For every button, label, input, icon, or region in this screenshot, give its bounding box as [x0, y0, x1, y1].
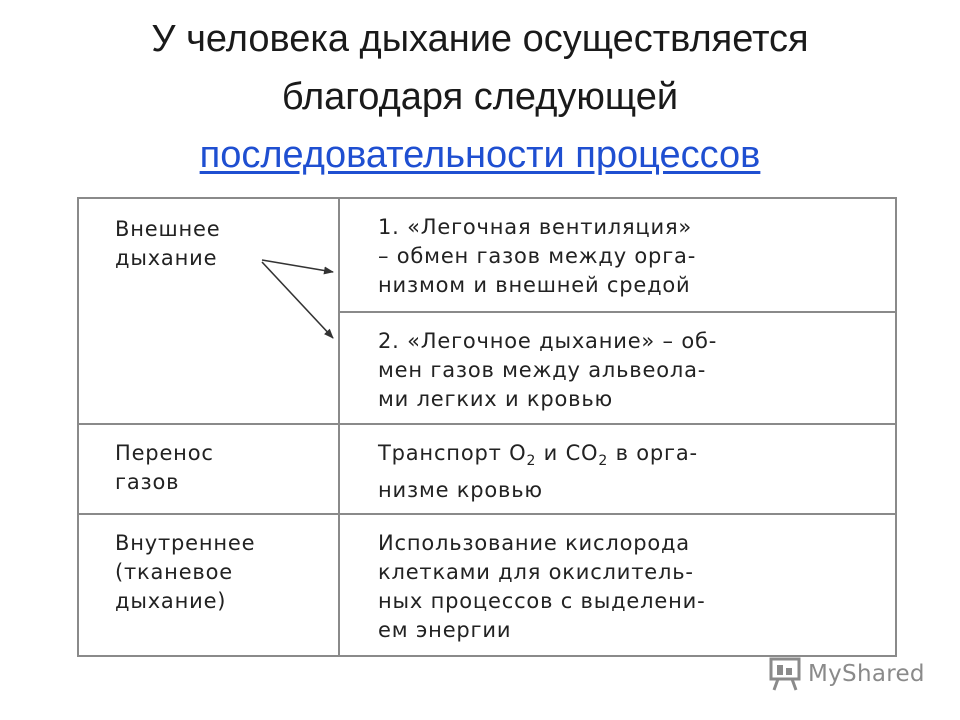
transport-label-line-1: Перенос [115, 441, 214, 465]
respiration-line-1: 2. «Легочное дыхание» – об- [378, 329, 718, 353]
transport-label-line-2: газов [115, 470, 180, 494]
watermark-logo [768, 654, 925, 694]
internal-breathing-label-cell [78, 514, 339, 656]
external-label-line-2: дыхание [115, 246, 218, 270]
gas-transport-label-cell [78, 424, 339, 514]
lung-ventilation-cell [339, 198, 896, 312]
slide-title [0, 10, 960, 184]
ventilation-line-1: 1. «Легочная вентиляция» [378, 215, 693, 239]
table-row [78, 424, 896, 514]
title-link[interactable]: последовательности процессов [199, 134, 761, 176]
ventilation-line-2: – обмен газов между орга- [378, 244, 697, 268]
presentation-board-icon [768, 656, 802, 692]
internal-label-line-3: дыхание) [115, 589, 227, 613]
internal-desc-line-4: ем энергии [378, 618, 512, 642]
watermark-text: MyShared [808, 661, 925, 687]
respiration-line-3: ми легких и кровью [378, 387, 613, 411]
gas-transport-desc-cell [339, 424, 896, 514]
internal-desc-line-3: ных процессов с выделени- [378, 589, 706, 613]
respiration-table [77, 197, 897, 657]
table-row [78, 514, 896, 656]
transport-desc-line-1: Транспорт $O_2$ и $CO_2$ в орга- [378, 441, 698, 469]
internal-label-line-2: (тканевое [115, 560, 233, 584]
internal-desc-line-1: Использование кислорода [378, 531, 690, 555]
internal-label-line-1: Внутреннее [115, 531, 256, 555]
transport-desc-line-2: низме кровью [378, 478, 543, 502]
respiration-line-2: мен газов между альвеола- [378, 358, 707, 382]
ventilation-line-3: низмом и внешней средой [378, 273, 691, 297]
title-line-2: благодаря следующей [281, 76, 679, 118]
internal-desc-line-2: клетками для окислитель- [378, 560, 694, 584]
lung-respiration-cell [339, 312, 896, 424]
title-line-1: У человека дыхание осуществляется [151, 18, 809, 60]
external-breathing-cell [78, 198, 339, 424]
internal-breathing-desc-cell [339, 514, 896, 656]
table-row [78, 198, 896, 312]
external-label-line-1: Внешнее [115, 217, 221, 241]
